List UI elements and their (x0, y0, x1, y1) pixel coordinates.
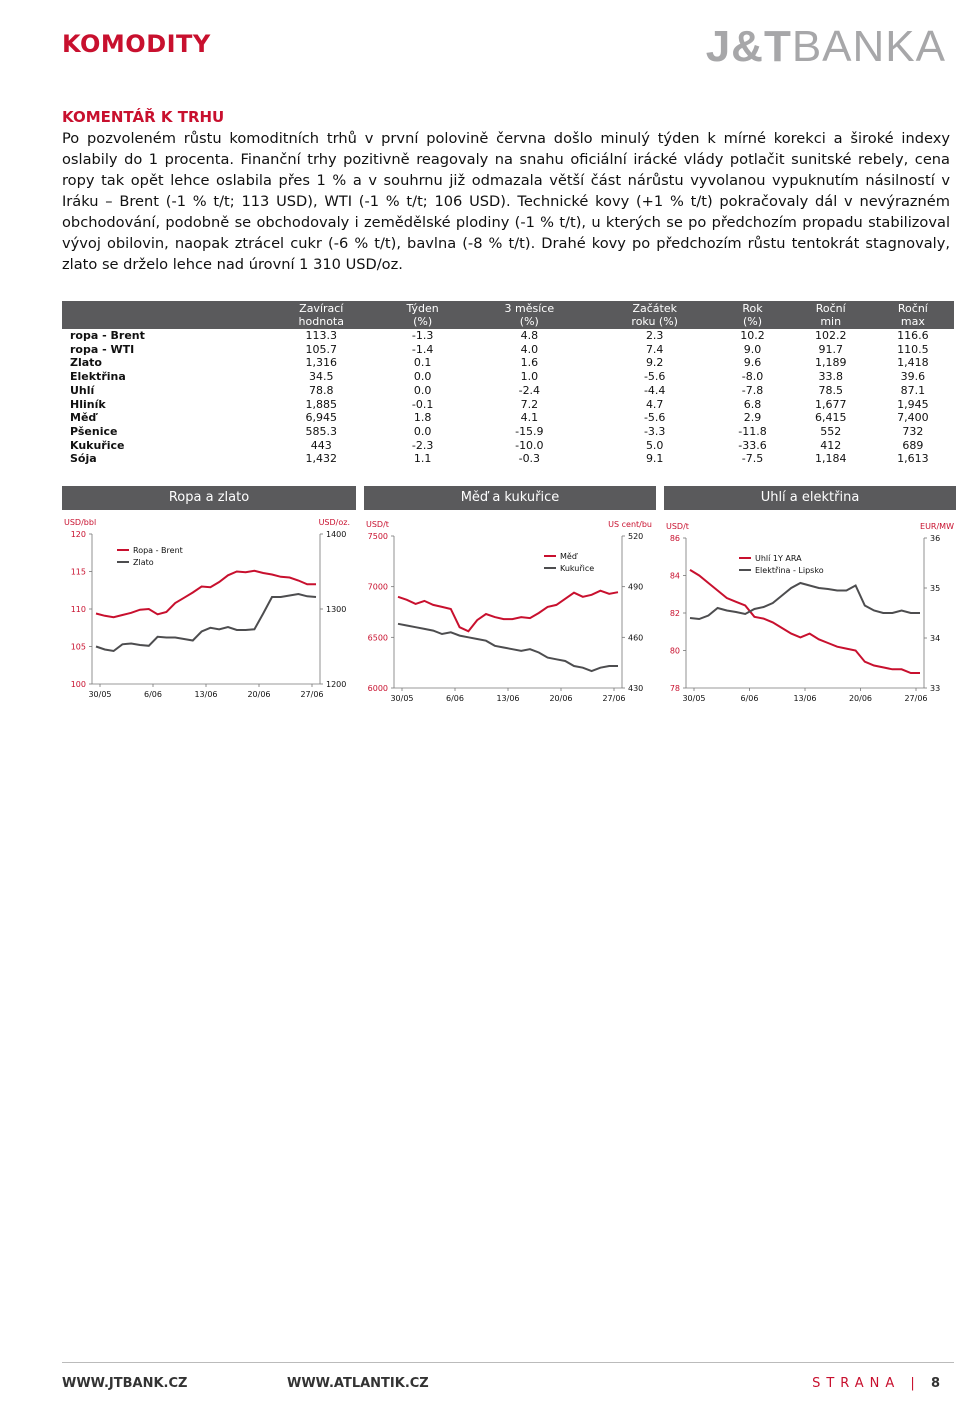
table-cell: 7,400 (897, 411, 929, 425)
header-line-2: (%) (519, 315, 539, 328)
y-tick-label-right: 520 (628, 532, 644, 541)
x-tick-label: 13/06 (194, 690, 218, 699)
brand-logo-banka: BANKA (791, 22, 946, 71)
table-cell: -4.4 (643, 383, 666, 397)
table-cell: -2.4 (518, 383, 541, 397)
y-unit-right: EUR/MW (920, 522, 954, 531)
page-num: 8 (930, 1376, 940, 1391)
table-row (62, 411, 954, 425)
x-tick-label: 30/05 (88, 690, 112, 699)
y-unit-left: USD/t (666, 522, 689, 531)
table-cell: 9.0 (743, 342, 762, 356)
header-line-1: Roční (815, 302, 846, 315)
legend-label-0: Ropa - Brent (133, 546, 183, 555)
chart-med-kukurice (364, 518, 656, 708)
x-tick-label: 13/06 (496, 694, 520, 703)
commodity-table (62, 301, 954, 466)
y-unit-right: US cent/bu (608, 520, 652, 529)
y-unit-left: USD/bbl (64, 518, 97, 527)
table-cell: 110.5 (897, 342, 929, 356)
table-cell: -33.6 (738, 438, 767, 452)
series-line-1 (96, 594, 316, 651)
series-line-0 (398, 591, 618, 632)
table-cell: -0.1 (411, 397, 434, 411)
commodity-name: Sója (70, 452, 97, 466)
table-header-cell (715, 301, 789, 329)
y-tick-label-left: 120 (70, 530, 86, 539)
brand-logo-jt: J&T (705, 22, 792, 71)
y-tick-label-left: 86 (669, 534, 680, 543)
table-row (62, 356, 954, 370)
table-cell: -1.4 (411, 342, 434, 356)
header-line-1: Roční (897, 302, 928, 315)
table-cell: 1.8 (413, 411, 432, 425)
table-cell: 443 (310, 438, 332, 452)
y-unit-right: USD/oz. (318, 518, 350, 527)
footer-link-jtbank[interactable]: WWW.JTBANK.CZ (62, 1376, 188, 1391)
table-header-cell (594, 301, 715, 329)
table-cell: -1.3 (411, 329, 434, 342)
page-title: KOMODITY (62, 30, 211, 58)
table-body (62, 329, 954, 466)
header-line-1: Začátek (632, 302, 677, 315)
legend-label-0: Uhlí 1Y ARA (755, 554, 802, 563)
y-tick-label-right: 33 (930, 684, 941, 693)
table-row (62, 370, 954, 384)
table-cell: 1,945 (897, 397, 929, 411)
y-tick-label-left: 110 (70, 605, 86, 614)
table-cell: 4.7 (645, 397, 664, 411)
table-header-cell (62, 301, 262, 329)
series-line-0 (96, 571, 316, 617)
table-cell: 33.8 (818, 370, 843, 384)
y-tick-label-left: 6500 (367, 633, 388, 643)
legend-label-1: Zlato (133, 558, 154, 567)
x-tick-label: 20/06 (247, 690, 271, 699)
chart-title-ropa-zlato: Ropa a zlato (62, 486, 356, 510)
y-tick-label-left: 78 (669, 684, 680, 693)
table-cell: 6.8 (743, 397, 762, 411)
table-row (62, 398, 954, 412)
table-row (62, 384, 954, 398)
y-tick-label-right: 34 (930, 634, 941, 643)
footer-divider (62, 1362, 954, 1363)
header-line-1: Rok (742, 302, 763, 315)
x-tick-label: 6/06 (144, 690, 162, 699)
x-tick-label: 30/05 (390, 694, 414, 703)
table-cell: 9.6 (743, 356, 762, 370)
legend-label-1: Kukuřice (560, 564, 595, 573)
commodity-name: Měď (70, 411, 97, 425)
y-tick-label-left: 7000 (367, 582, 388, 592)
x-tick-label: 6/06 (740, 694, 759, 703)
table-row (62, 425, 954, 439)
table-header-row (62, 301, 954, 329)
page-number: STRANA | 8 (812, 1376, 940, 1391)
x-tick-label: 30/05 (682, 694, 706, 703)
chart-uhli-elektrina (664, 518, 956, 710)
table-header-cell (262, 301, 381, 329)
table-cell: 116.6 (897, 329, 929, 342)
table-cell: 2.3 (645, 329, 664, 342)
chart-ropa-zlato (62, 514, 356, 704)
y-tick-label-left: 84 (669, 571, 680, 581)
y-tick-label-left: 105 (70, 642, 86, 652)
table-row (62, 452, 954, 466)
y-unit-left: USD/t (366, 520, 389, 529)
table-cell: 102.2 (814, 329, 847, 342)
table-cell: 105.7 (305, 342, 338, 356)
table-cell: 1,184 (814, 452, 847, 466)
legend-label-0: Měď (560, 552, 577, 561)
page-label: STRANA (812, 1376, 901, 1391)
header-line-2: (%) (742, 315, 763, 328)
table-cell: 4.8 (520, 329, 539, 342)
header-line-1: Zavírací (299, 302, 344, 315)
table-cell: 87.1 (900, 383, 926, 397)
table-cell: 9.2 (645, 356, 664, 370)
series-line-0 (690, 570, 920, 673)
table-cell: 1,418 (897, 356, 929, 370)
y-tick-label-right: 1200 (326, 680, 347, 689)
table-cell: 0.0 (413, 383, 432, 397)
y-tick-label-right: 460 (628, 633, 644, 643)
commentary-text: Po pozvoleném růstu komoditních trhů v první polovině června došlo minulý týden k mírné korekci a široké indexy oslabily do 1 procenta. Finanční trhy pozitivně reagovaly na snahu oficiální irácké vlády potlačit sunitské rebely, cena ropy tak opět lehce oslabila přes 1 % a v souhrnu již odmazala větší část nárůstu vyvolanou vypuknutím násilností v Iráku – Brent (-1 % t/t; 113 USD), WTI (-1 % t/t; 106 USD). Technické kovy (+1 % t/t) pokračovaly dál v nevýrazném obchodování, podobně se obchodovaly i zemědělské plodiny (-1 % t/t), u kterých se po předchozím propadu stabilizoval vývoj obilovin, naopak ztrácel cukr (-6 % t/t), bavlna (-8 % t/t). Drahé kovy po předchozím růstu tentokrát stagnovaly, zlato se drželo lehce nad úrovní 1 310 USD/oz. (62, 130, 950, 273)
header-line-1: 3 měsíce (504, 302, 555, 315)
table-row (62, 439, 954, 453)
table-cell: 39.6 (900, 370, 926, 384)
y-tick-label-left: 115 (70, 567, 86, 577)
commodity-name: Zlato (70, 356, 102, 370)
table-cell: 5.0 (645, 438, 664, 452)
header-line-2: hodnota (298, 315, 344, 328)
brand-logo (706, 22, 946, 72)
y-tick-label-left: 7500 (367, 532, 388, 541)
x-tick-label: 6/06 (446, 694, 464, 703)
table-cell: 585.3 (305, 424, 338, 438)
y-tick-label-left: 6000 (367, 684, 388, 693)
table-cell: 412 (820, 438, 842, 452)
chart-title-uhli-elektrina: Uhlí a elektřina (664, 486, 956, 510)
table-cell: -2.3 (411, 438, 434, 452)
x-tick-label: 13/06 (793, 694, 817, 703)
y-tick-label-right: 1300 (326, 605, 347, 614)
table-cell: 1,613 (897, 452, 929, 466)
x-tick-label: 20/06 (549, 694, 573, 703)
table-cell: 4.1 (520, 411, 539, 425)
header-line-2: roku (%) (631, 315, 678, 328)
table-row (62, 343, 954, 357)
table-cell: 0.0 (413, 370, 432, 384)
table-header-cell (872, 301, 954, 329)
table-cell: -7.5 (741, 452, 764, 466)
table-cell: 689 (902, 438, 924, 452)
table-row (62, 329, 954, 343)
table-cell: -3.3 (643, 424, 666, 438)
x-tick-label: 20/06 (848, 694, 873, 703)
table-cell: 1,316 (305, 356, 338, 370)
table-cell: 113.3 (305, 329, 338, 342)
x-tick-label: 27/06 (300, 690, 324, 699)
commodity-name: Hliník (70, 397, 106, 411)
table-cell: 732 (902, 424, 924, 438)
table-header-cell (381, 301, 465, 329)
table-cell: 1,885 (305, 397, 338, 411)
commodity-name: Kukuřice (70, 438, 125, 452)
table-header-cell (465, 301, 594, 329)
y-tick-label-right: 35 (930, 584, 941, 593)
table-cell: 0.1 (413, 356, 432, 370)
table-cell: 1.6 (520, 356, 539, 370)
series-line-1 (690, 583, 920, 619)
y-tick-label-left: 82 (669, 609, 680, 618)
table-cell: 10.2 (740, 329, 765, 342)
commentary-heading: KOMENTÁŘ K TRHU (62, 108, 225, 126)
y-tick-label-right: 490 (628, 582, 644, 592)
y-tick-label-right: 1400 (326, 530, 347, 539)
table-cell: -5.6 (643, 370, 666, 384)
x-tick-label: 27/06 (602, 694, 626, 703)
table-cell: -5.6 (643, 411, 666, 425)
x-tick-label: 27/06 (904, 694, 928, 703)
table-cell: 6,415 (814, 411, 847, 425)
table-cell: -7.8 (741, 383, 764, 397)
commodity-name: Uhlí (70, 383, 95, 397)
table-cell: 91.7 (818, 342, 843, 356)
table-cell: -15.9 (515, 424, 544, 438)
series-line-1 (398, 624, 618, 671)
table-cell: -8.0 (741, 370, 764, 384)
table-cell: 1,677 (814, 397, 847, 411)
table-cell: 7.2 (520, 397, 539, 411)
commodity-name: ropa - Brent (70, 329, 145, 342)
header-line-2: min (820, 315, 842, 328)
table-cell: 1.0 (520, 370, 539, 384)
chart-title-med-kukurice: Měď a kukuřice (364, 486, 656, 510)
table-cell: 2.9 (743, 411, 762, 425)
footer-link-atlantik[interactable]: WWW.ATLANTIK.CZ (287, 1376, 429, 1391)
header-line-2: (%) (413, 315, 433, 328)
legend-label-1: Elektřina - Lipsko (755, 566, 824, 575)
table-cell: 1,189 (814, 356, 847, 370)
table-header-cell (790, 301, 872, 329)
table-cell: -10.0 (515, 438, 544, 452)
table-cell: 1.1 (413, 452, 432, 466)
y-tick-label-left: 100 (70, 680, 86, 689)
table-cell: -11.8 (738, 424, 767, 438)
table-cell: 9.1 (645, 452, 664, 466)
table-cell: 552 (820, 424, 842, 438)
header-line-2: max (900, 315, 925, 328)
y-tick-label-right: 430 (628, 684, 644, 693)
table-cell: 7.4 (645, 342, 664, 356)
y-tick-label-right: 36 (930, 534, 941, 543)
y-tick-label-left: 80 (669, 646, 680, 656)
table-cell: 4.0 (520, 342, 539, 356)
table-cell: 78.5 (818, 383, 843, 397)
table-cell: -0.3 (518, 452, 541, 466)
table-cell: 78.8 (309, 383, 334, 397)
commodity-name: Pšenice (70, 424, 118, 438)
header-line-1: Týden (406, 302, 439, 315)
commodity-name: Elektřina (70, 370, 126, 384)
table-cell: 1,432 (305, 452, 338, 466)
commodity-name: ropa - WTI (70, 342, 135, 356)
table-cell: 34.5 (309, 370, 334, 384)
commodity-table-wrap (62, 301, 954, 466)
table-cell: 0.0 (413, 424, 432, 438)
table-cell: 6,945 (305, 411, 338, 425)
